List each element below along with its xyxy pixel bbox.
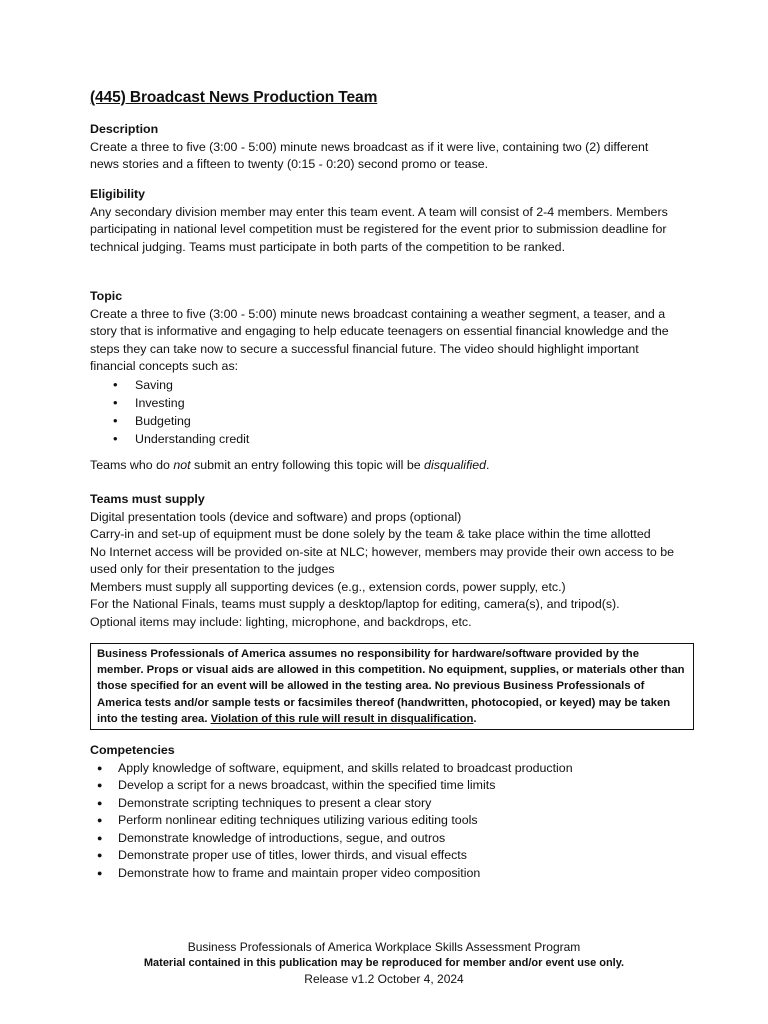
list-item: ● Apply knowledge of software, equipment, and skills related to broadcast production [90,760,680,778]
supply-line: Optional items may include: lighting, microphone, and backdrops, etc. [90,614,472,629]
supply-line: Members must supply all supporting devices (e.g., extension cords, power supply, etc.) [90,579,566,594]
topic-note-not: not [173,458,191,472]
competencies-heading: Competencies [90,743,175,757]
topic-note-text: Teams who do [90,458,174,472]
topic-heading: Topic [90,289,123,303]
footer-program: Business Professionals of America Workplace Skills Assessment Program [187,940,581,954]
footer-reproduction-notice: Material contained in this publication may be reproduced for member and/or event use only. [143,957,625,969]
supply-section [90,491,680,631]
topic-section [90,288,680,448]
topic-text: Create a three to five (3:00 - 5:00) minute news broadcast containing a weather segment, a teaser, and a story that is informative and engaging to help educate teenagers on essential financial knowledge and the steps they can take now to secure a successful financial future. The video should highlight important financial concepts such as: [90,306,669,373]
topic-note-disqualified: disqualified [424,458,487,472]
topic-concepts-list [90,376,680,448]
supply-heading: Teams must supply [90,492,205,506]
notice-warning: Violation of this rule will result in disqualification [210,712,474,725]
supply-line: Carry-in and set-up of equipment must be done solely by the team & take place within the time allotted [90,527,651,541]
list-item: • Saving [90,376,680,394]
notice-end: . [473,712,477,725]
list-item: ● Demonstrate scripting techniques to present a clear story [90,795,680,813]
page-title: (445) Broadcast News Production Team [90,89,378,106]
list-item: • Investing [90,394,680,412]
supply-line: No Internet access will be provided on-site at NLC; however, members may provide their own access to be used only for their presentation to the judges [90,544,675,576]
eligibility-text: Any secondary division member may enter this team event. A team will consist of 2-4 members. Members participating in national level competition must be registered for the event prior to submission deadline for technical judging. Teams must participate in both parts of the competition to be ranked. [90,204,668,254]
supply-line: Digital presentation tools (device and software) and props (optional) [90,509,462,524]
topic-note-text: . [486,458,490,472]
list-item: ● Demonstrate knowledge of introductions, segue, and outros [90,830,680,848]
supply-line: For the National Finals, teams must supply a desktop/laptop for editing, camera(s), and tripod(s). [90,597,620,611]
list-item: ● Demonstrate proper use of titles, lower thirds, and visual effects [90,847,680,865]
topic-note-text: submit an entry following this topic will be [190,458,425,472]
eligibility-heading: Eligibility [90,187,146,201]
description-section [90,121,680,174]
list-item: ● Develop a script for a news broadcast, within the specified time limits [90,777,680,795]
list-item: ● Perform nonlinear editing techniques utilizing various editing tools [90,812,680,830]
rules-notice-box [90,643,694,730]
list-item: • Understanding credit [90,430,680,448]
list-item: ● Demonstrate how to frame and maintain proper video composition [90,865,680,883]
description-text: Create a three to five (3:00 - 5:00) minute news broadcast as if it were live, containing two (2) different news stories and a fifteen to twenty (0:15 - 0:20) second promo or tease. [90,139,649,171]
description-heading: Description [90,122,159,136]
eligibility-section [90,186,680,256]
competencies-section [90,742,680,882]
notice-text: Business Professionals of America assumes no responsibility for hardware/software provided by the member. Props or visual aids are allowed in this competition. No equipment, supplies, or materials other than those specified for an event will be allowed in the testing area. No previous Business Professionals of America tests and/or sample tests or facsimiles thereof (handwritten, photocopied, or keyed) may be taken into the testing area. [97,648,685,725]
competencies-list [90,760,680,883]
page-footer [0,939,768,987]
footer-release: Release v1.2 October 4, 2024 [304,972,464,986]
list-item: • Budgeting [90,412,680,430]
topic-note [90,457,680,475]
